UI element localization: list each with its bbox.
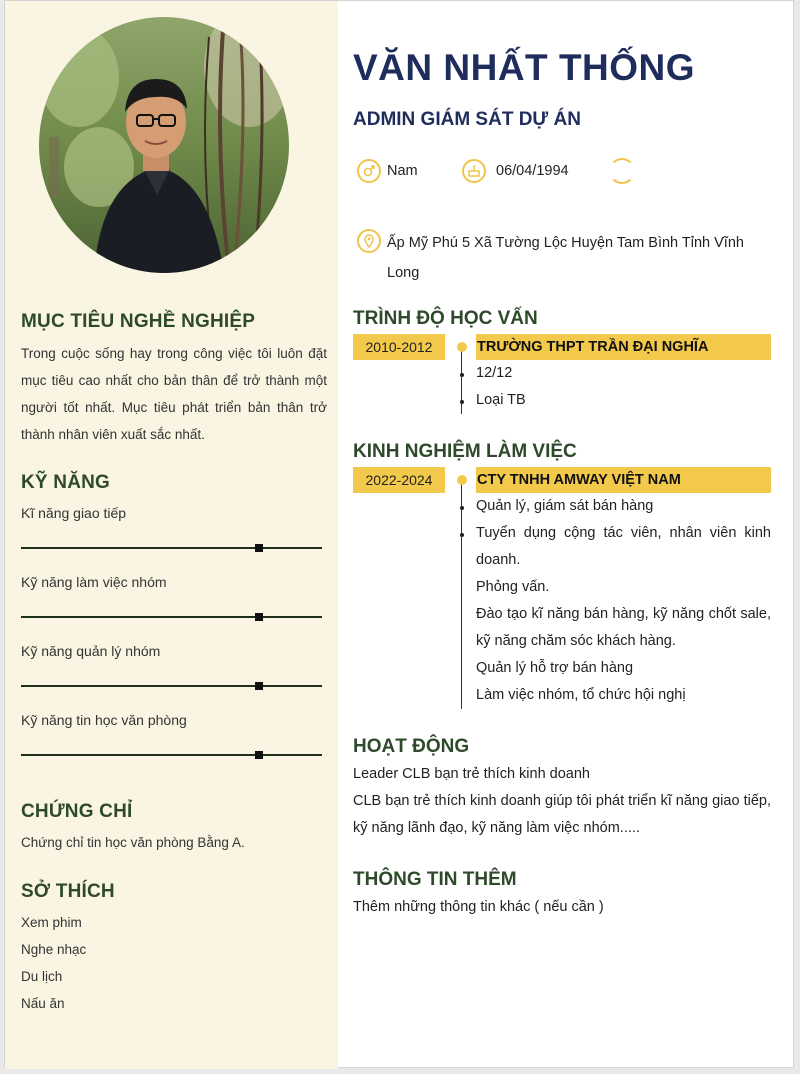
activities-heading: HOẠT ĐỘNG — [353, 736, 470, 757]
hobby-item: Nghe nhạc — [21, 942, 87, 957]
experience-timeline — [461, 477, 462, 709]
extra-info-heading: THÔNG TIN THÊM — [353, 869, 517, 890]
activity-line: Leader CLB bạn trẻ thích kinh doanh — [353, 766, 590, 782]
skill-level-marker — [255, 682, 263, 690]
extra-info-text: Thêm những thông tin khác ( nếu cần ) — [353, 899, 604, 915]
candidate-name: VĂN NHẤT THỐNG — [353, 47, 696, 88]
avatar — [39, 17, 289, 273]
timeline-dot — [457, 475, 467, 485]
objective-text: Trong cuộc sống hay trong công việc tôi luôn đặt mục tiêu cao nhất cho bản thân để trở thành một người tốt nhất. Mục tiêu phát triển bản thân trở thành nhân viên xuất sắc nhất. — [21, 346, 327, 442]
timeline-dot — [457, 342, 467, 352]
skill-label: Kĩ năng giao tiếp — [21, 505, 127, 521]
school-name: TRƯỜNG THPT TRẦN ĐẠI NGHĨA — [476, 334, 771, 360]
hobby-item: Xem phim — [21, 915, 82, 930]
skill-level-marker — [255, 544, 263, 552]
activity-line: CLB bạn trẻ thích kinh doanh giúp tôi phát triển kĩ năng giao tiếp, kỹ năng lãnh đạo, kỹ năng làm việc nhóm..... — [353, 793, 771, 836]
address-value: Ấp Mỹ Phú 5 Xã Tường Lộc Huyện Tam Bình Tỉnh Vĩnh Long — [387, 235, 744, 281]
education-heading: TRÌNH ĐỘ HỌC VẤN — [353, 308, 538, 329]
skill-bar — [21, 616, 322, 618]
hobby-item: Nấu ăn — [21, 996, 65, 1011]
sidebar — [5, 1, 338, 1069]
bullet-dot — [460, 373, 464, 377]
skill-label: Kỹ năng làm việc nhóm — [21, 574, 167, 590]
cv-page — [4, 0, 794, 1068]
profile-photo — [39, 17, 289, 273]
skills-heading: KỸ NĂNG — [21, 472, 111, 493]
certificate-text: Chứng chỉ tin học văn phòng Bằng A. — [21, 835, 245, 850]
experience-line: Quản lý, giám sát bán hàng — [476, 498, 654, 514]
certificates-heading: CHỨNG CHỈ — [21, 801, 133, 822]
bullet-dot — [460, 400, 464, 404]
company-name: CTY TNHH AMWAY VIỆT NAM — [476, 467, 771, 493]
gender-icon — [357, 159, 381, 183]
bullet-dot — [460, 506, 464, 510]
skill-label: Kỹ năng quản lý nhóm — [21, 643, 161, 659]
skill-bar — [21, 685, 322, 687]
location-icon — [357, 229, 381, 253]
loading-icon — [609, 158, 635, 184]
education-line: Loại TB — [476, 392, 526, 408]
hobby-item: Du lịch — [21, 969, 63, 984]
birthdate-value: 06/04/1994 — [496, 163, 569, 179]
experience-line: Phỏng vấn. — [476, 579, 550, 595]
hobbies-heading: SỞ THÍCH — [21, 881, 115, 902]
experience-line: Quản lý hỗ trợ bán hàng — [476, 660, 634, 676]
skill-level-marker — [255, 751, 263, 759]
birthday-cake-icon — [462, 159, 486, 183]
skill-bar — [21, 547, 322, 549]
experience-line: Làm việc nhóm, tổ chức hội nghị — [476, 687, 686, 703]
bullet-dot — [460, 533, 464, 537]
job-title: ADMIN GIÁM SÁT DỰ ÁN — [353, 109, 581, 130]
skill-label: Kỹ năng tin học văn phòng — [21, 712, 187, 728]
skill-level-marker — [255, 613, 263, 621]
gender-value: Nam — [387, 163, 418, 179]
objective-heading: MỤC TIÊU NGHỀ NGHIỆP — [21, 311, 256, 332]
experience-period: 2022-2024 — [353, 467, 445, 493]
skill-bar — [21, 754, 322, 756]
experience-line: Tuyển dụng cộng tác viên, nhân viên kinh doanh. — [476, 525, 771, 568]
education-line: 12/12 — [476, 365, 513, 381]
experience-heading: KINH NGHIỆM LÀM VIỆC — [353, 441, 577, 462]
education-period: 2010-2012 — [353, 334, 445, 360]
experience-line: Đào tạo kĩ năng bán hàng, kỹ năng chốt sale, kỹ năng chăm sóc khách hàng. — [476, 606, 771, 649]
